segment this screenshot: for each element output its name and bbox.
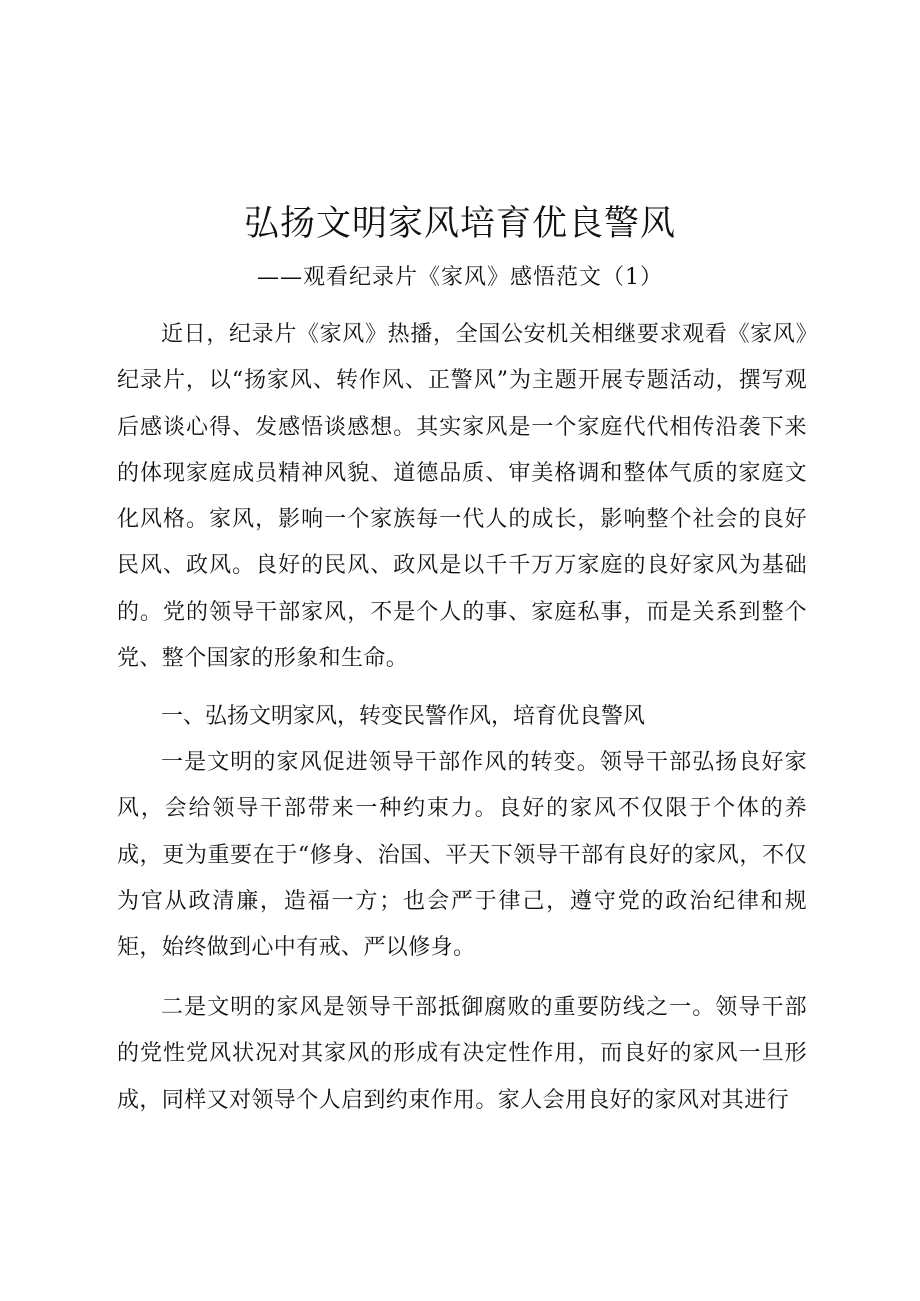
point-paragraph-2: 二是文明的家风是领导干部抵御腐败的重要防线之一。领导干部的党性党风状况对其家风的形成有决定性作用，而良好的家风一旦形成，同样又对领导个人启到约束作用。家人会用良好的家风对其进行 [117, 995, 807, 1113]
intro-paragraph: 近日，纪录片《家风》热播，全国公安机关相继要求观看《家风》纪录片，以“扬家风、转作风、正警风”为主题开展专题活动，撰写观后感谈心得、发感悟谈感想。其实家风是一个家庭代代相传沿袭下来的体现家庭成员精神风貌、道德品质、审美格调和整体气质的家庭文化风格。家风，影响一个家族每一代人的成长，影响整个社会的良好民风、政风。良好的民风、政风是以千千万万家庭的良好家风为基础的。党的领导干部家风，不是个人的事、家庭私事，而是关系到整个党、整个国家的形象和生命。 [117, 322, 807, 672]
section-heading-1: 一、弘扬文明家风，转变民警作风，培育优良警风 [161, 704, 646, 729]
document-subtitle: ——观看纪录片《家风》感悟范文（1） [257, 265, 663, 290]
point-paragraph-1: 一是文明的家风促进领导干部作风的转变。领导干部弘扬良好家风，会给领导干部带来一种约束力。良好的家风不仅限于个体的养成，更为重要在于“修身、治国、平天下领导干部有良好的家风，不仅为官从政清廉，造福一方；也会严于律己，遵守党的政治纪律和规矩，始终做到心中有戒、严以修身。 [117, 750, 807, 961]
document-title: 弘扬文明家风培育优良警风 [243, 204, 676, 244]
